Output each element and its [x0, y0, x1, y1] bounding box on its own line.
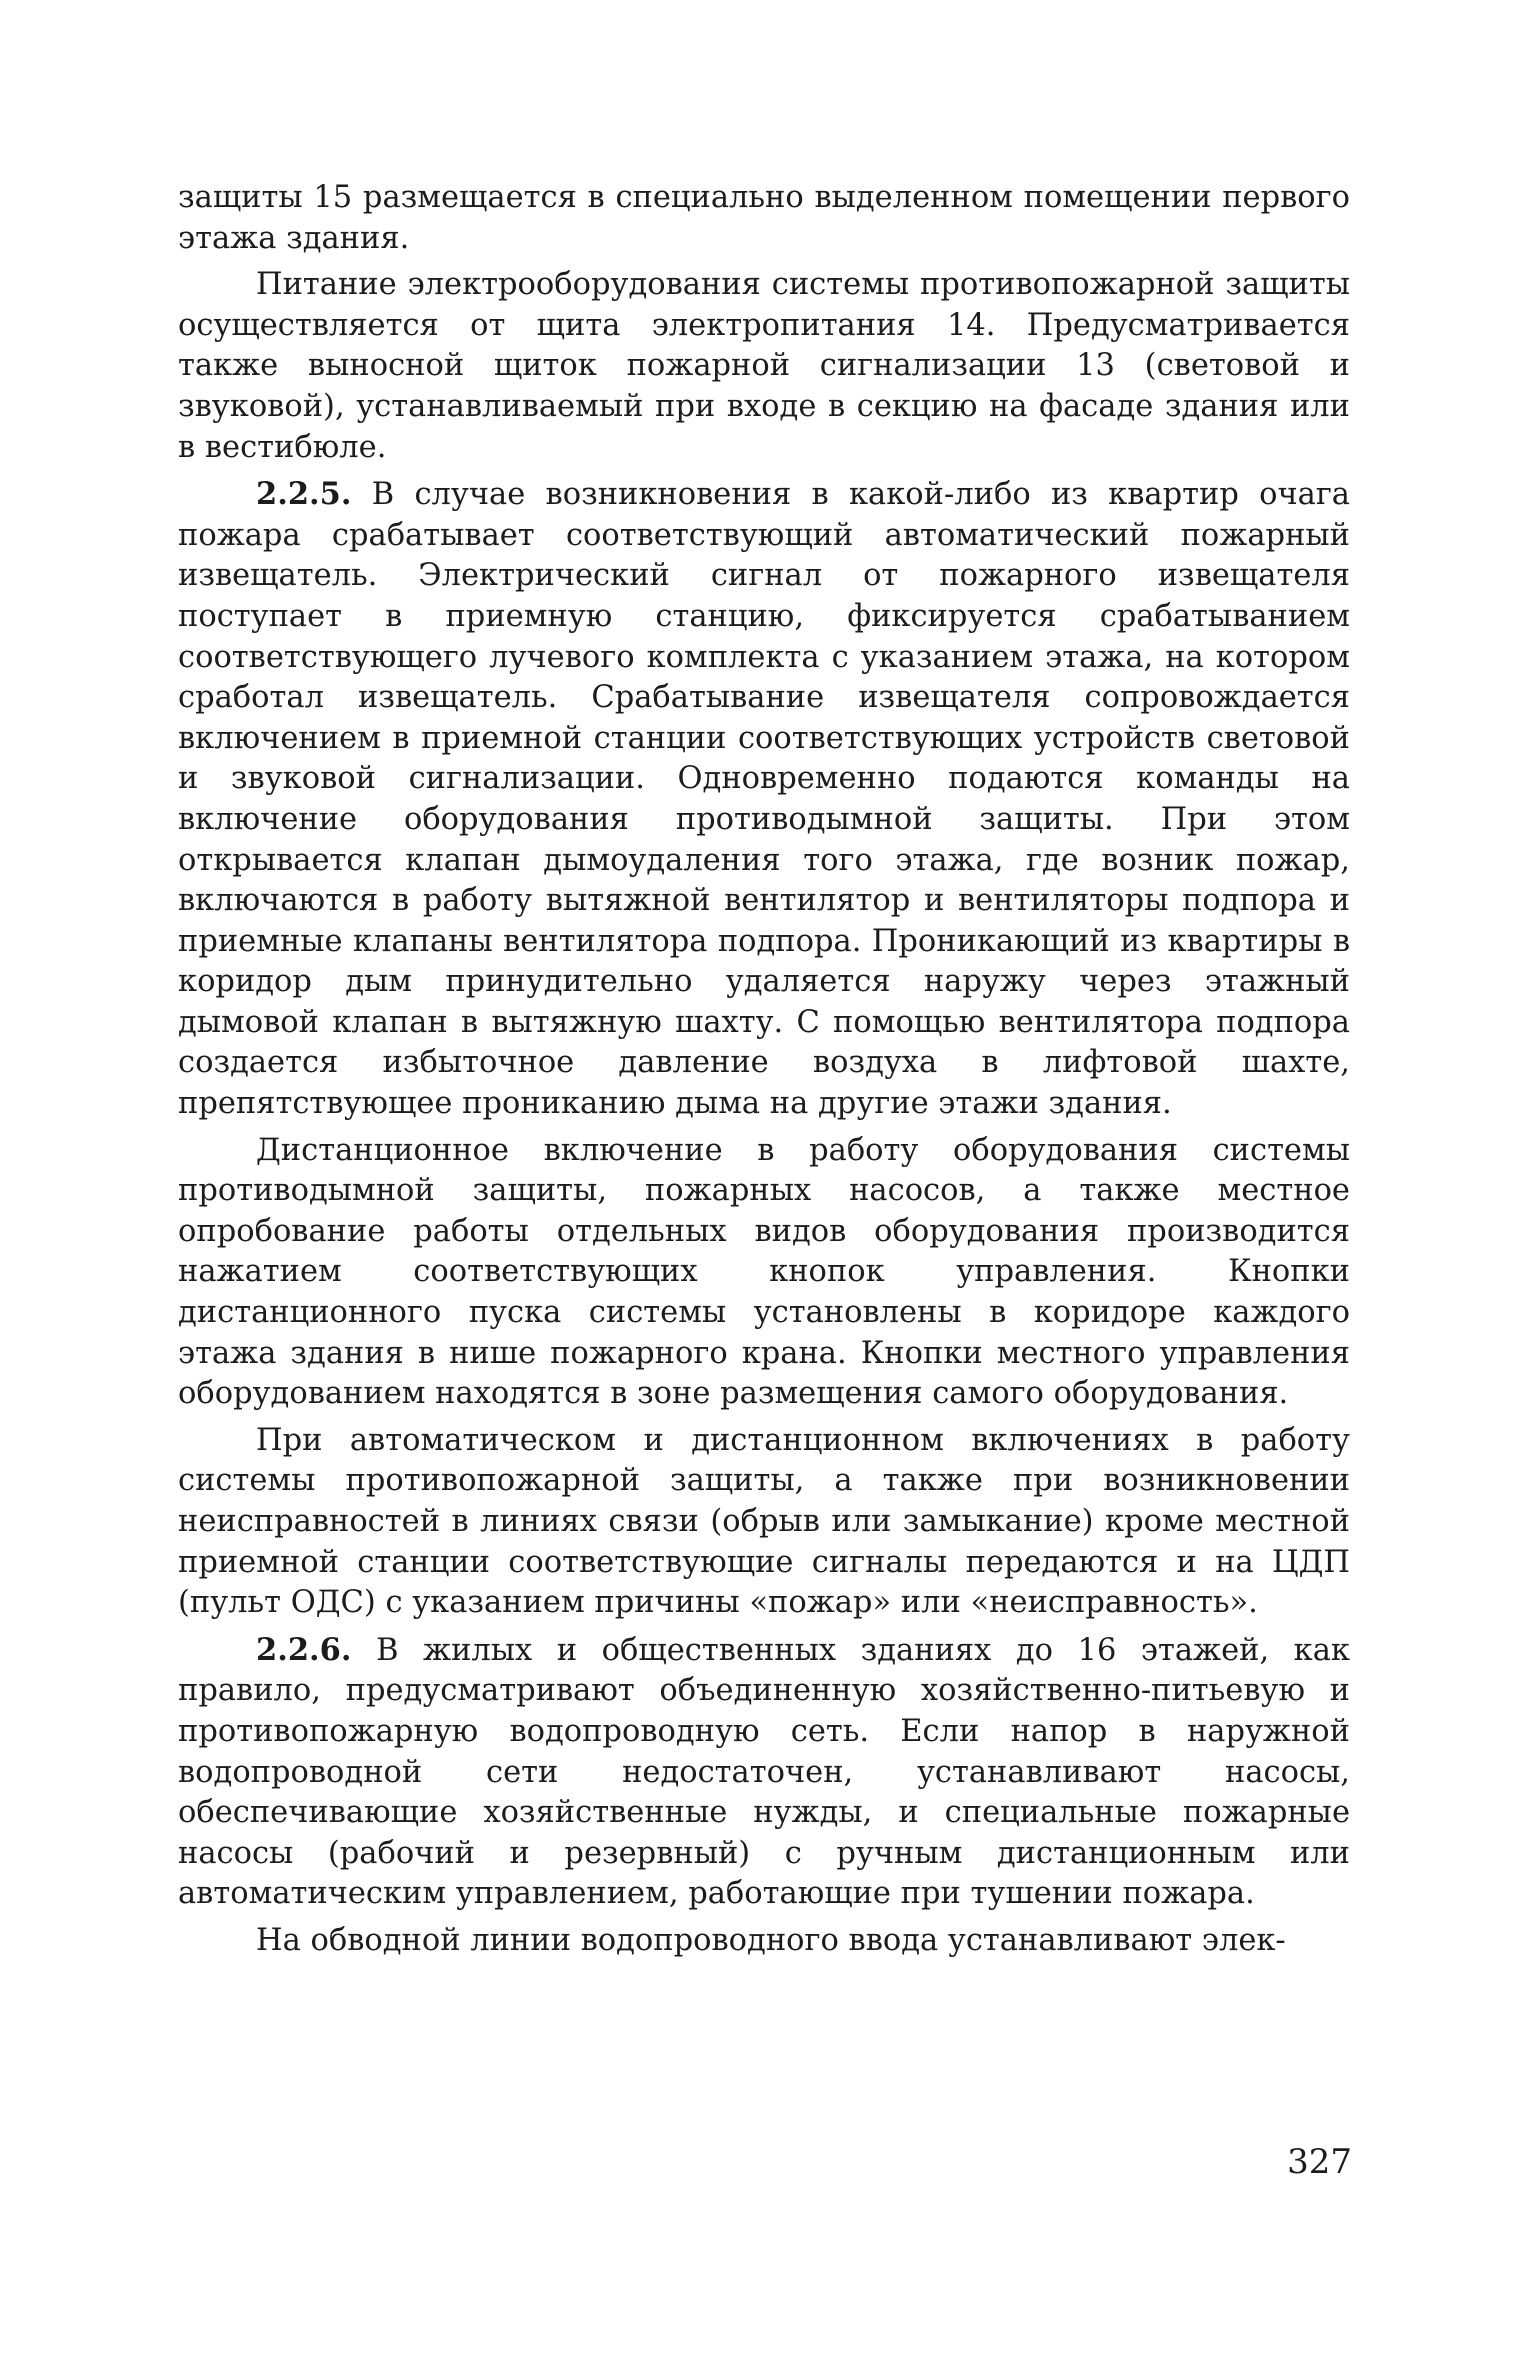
paragraph-5 [178, 1421, 1350, 1624]
paragraph-7-text: На обводной линии водопроводного ввода устанавливают элек- [256, 1922, 1286, 1958]
page-number: 327 [1287, 2142, 1352, 2182]
paragraph-5-text: При автоматическом и дистанционном включениях в работу системы противопожарной защиты, а также при возникновении неисправностей в линиях связи (обрыв или замыкание) кроме местной приемной станции соответствующие сигналы передаются и на ЦДП (пульт ОДС) с указанием причины «пожар» или «неисправность». [178, 1422, 1350, 1621]
paragraph-7 [178, 1921, 1350, 1962]
section-2-2-6 [178, 1630, 1350, 1915]
section-2-2-5-text: В случае возникновения в какой-либо из квартир очага пожара срабатывает соответствующий автоматический пожарный извещатель. Электрический сигнал от пожарного извещателя поступает в приемную станцию, фиксируется срабатыванием соответствующего лучевого комплекта с указанием этажа, на котором сработал извещатель. Срабатывание извещателя сопровождается включением в приемной станции соответствующих устройств световой и звуковой сигнализации. Одновременно подаются команды на включение оборудования противодымной защиты. При этом открывается клапан дымоудаления того этажа, где возник пожар, включаются в работу вытяжной вентилятор и вентиляторы подпора и приемные клапаны вентилятора подпора. Проникающий из квартиры в коридор дым принудительно удаляется наружу через этажный дымовой клапан в вытяжную шахту. С помощью вентилятора подпора создается избыточное давление воздуха в лифтовой шахте, препятствующее прониканию дыма на другие этажи здания. [178, 477, 1350, 1122]
section-2-2-6-text: В жилых и общественных зданиях до 16 этажей, как правило, предусматривают объединенную хозяйственно-питьевую и противопожарную водопроводную сеть. Если напор в наружной водопроводной сети недостаточен, устанавливают насосы, обеспечивающие хозяйственные нужды, и специальные пожарные насосы (рабочий и резервный) с ручным дистанционным или автоматическим управлением, работающие при тушении пожара. [178, 1632, 1350, 1912]
paragraph-4 [178, 1131, 1350, 1415]
paragraph-2 [178, 265, 1350, 468]
paragraph-1 [178, 178, 1350, 259]
paragraph-2-text: Питание электрооборудования системы противопожарной защиты осуществляется от щита электропитания 14. Предусматривается также выносной щиток пожарной сигнализации 13 (световой и звуковой), устанавливаемый при входе в секцию на фасаде здания или в вестибюле. [178, 267, 1350, 465]
body-text [178, 178, 1350, 1962]
paragraph-1-text: защиты 15 размещается в специально выделенном помещении первого этажа здания. [178, 180, 1350, 256]
section-number: 2.2.6. [256, 1631, 352, 1668]
section-2-2-5 [178, 474, 1350, 1125]
paragraph-4-text: Дистанционное включение в работу оборудования системы противодымной защиты, пожарных насосов, а также местное опробование работы отдельных видов оборудования производится нажатием соответствующих кнопок управления. Кнопки дистанционного пуска системы установлены в коридоре каждого этажа здания в нише пожарного крана. Кнопки местного управления оборудованием находятся в зоне размещения самого оборудования. [178, 1132, 1350, 1412]
section-number: 2.2.5. [256, 476, 352, 513]
